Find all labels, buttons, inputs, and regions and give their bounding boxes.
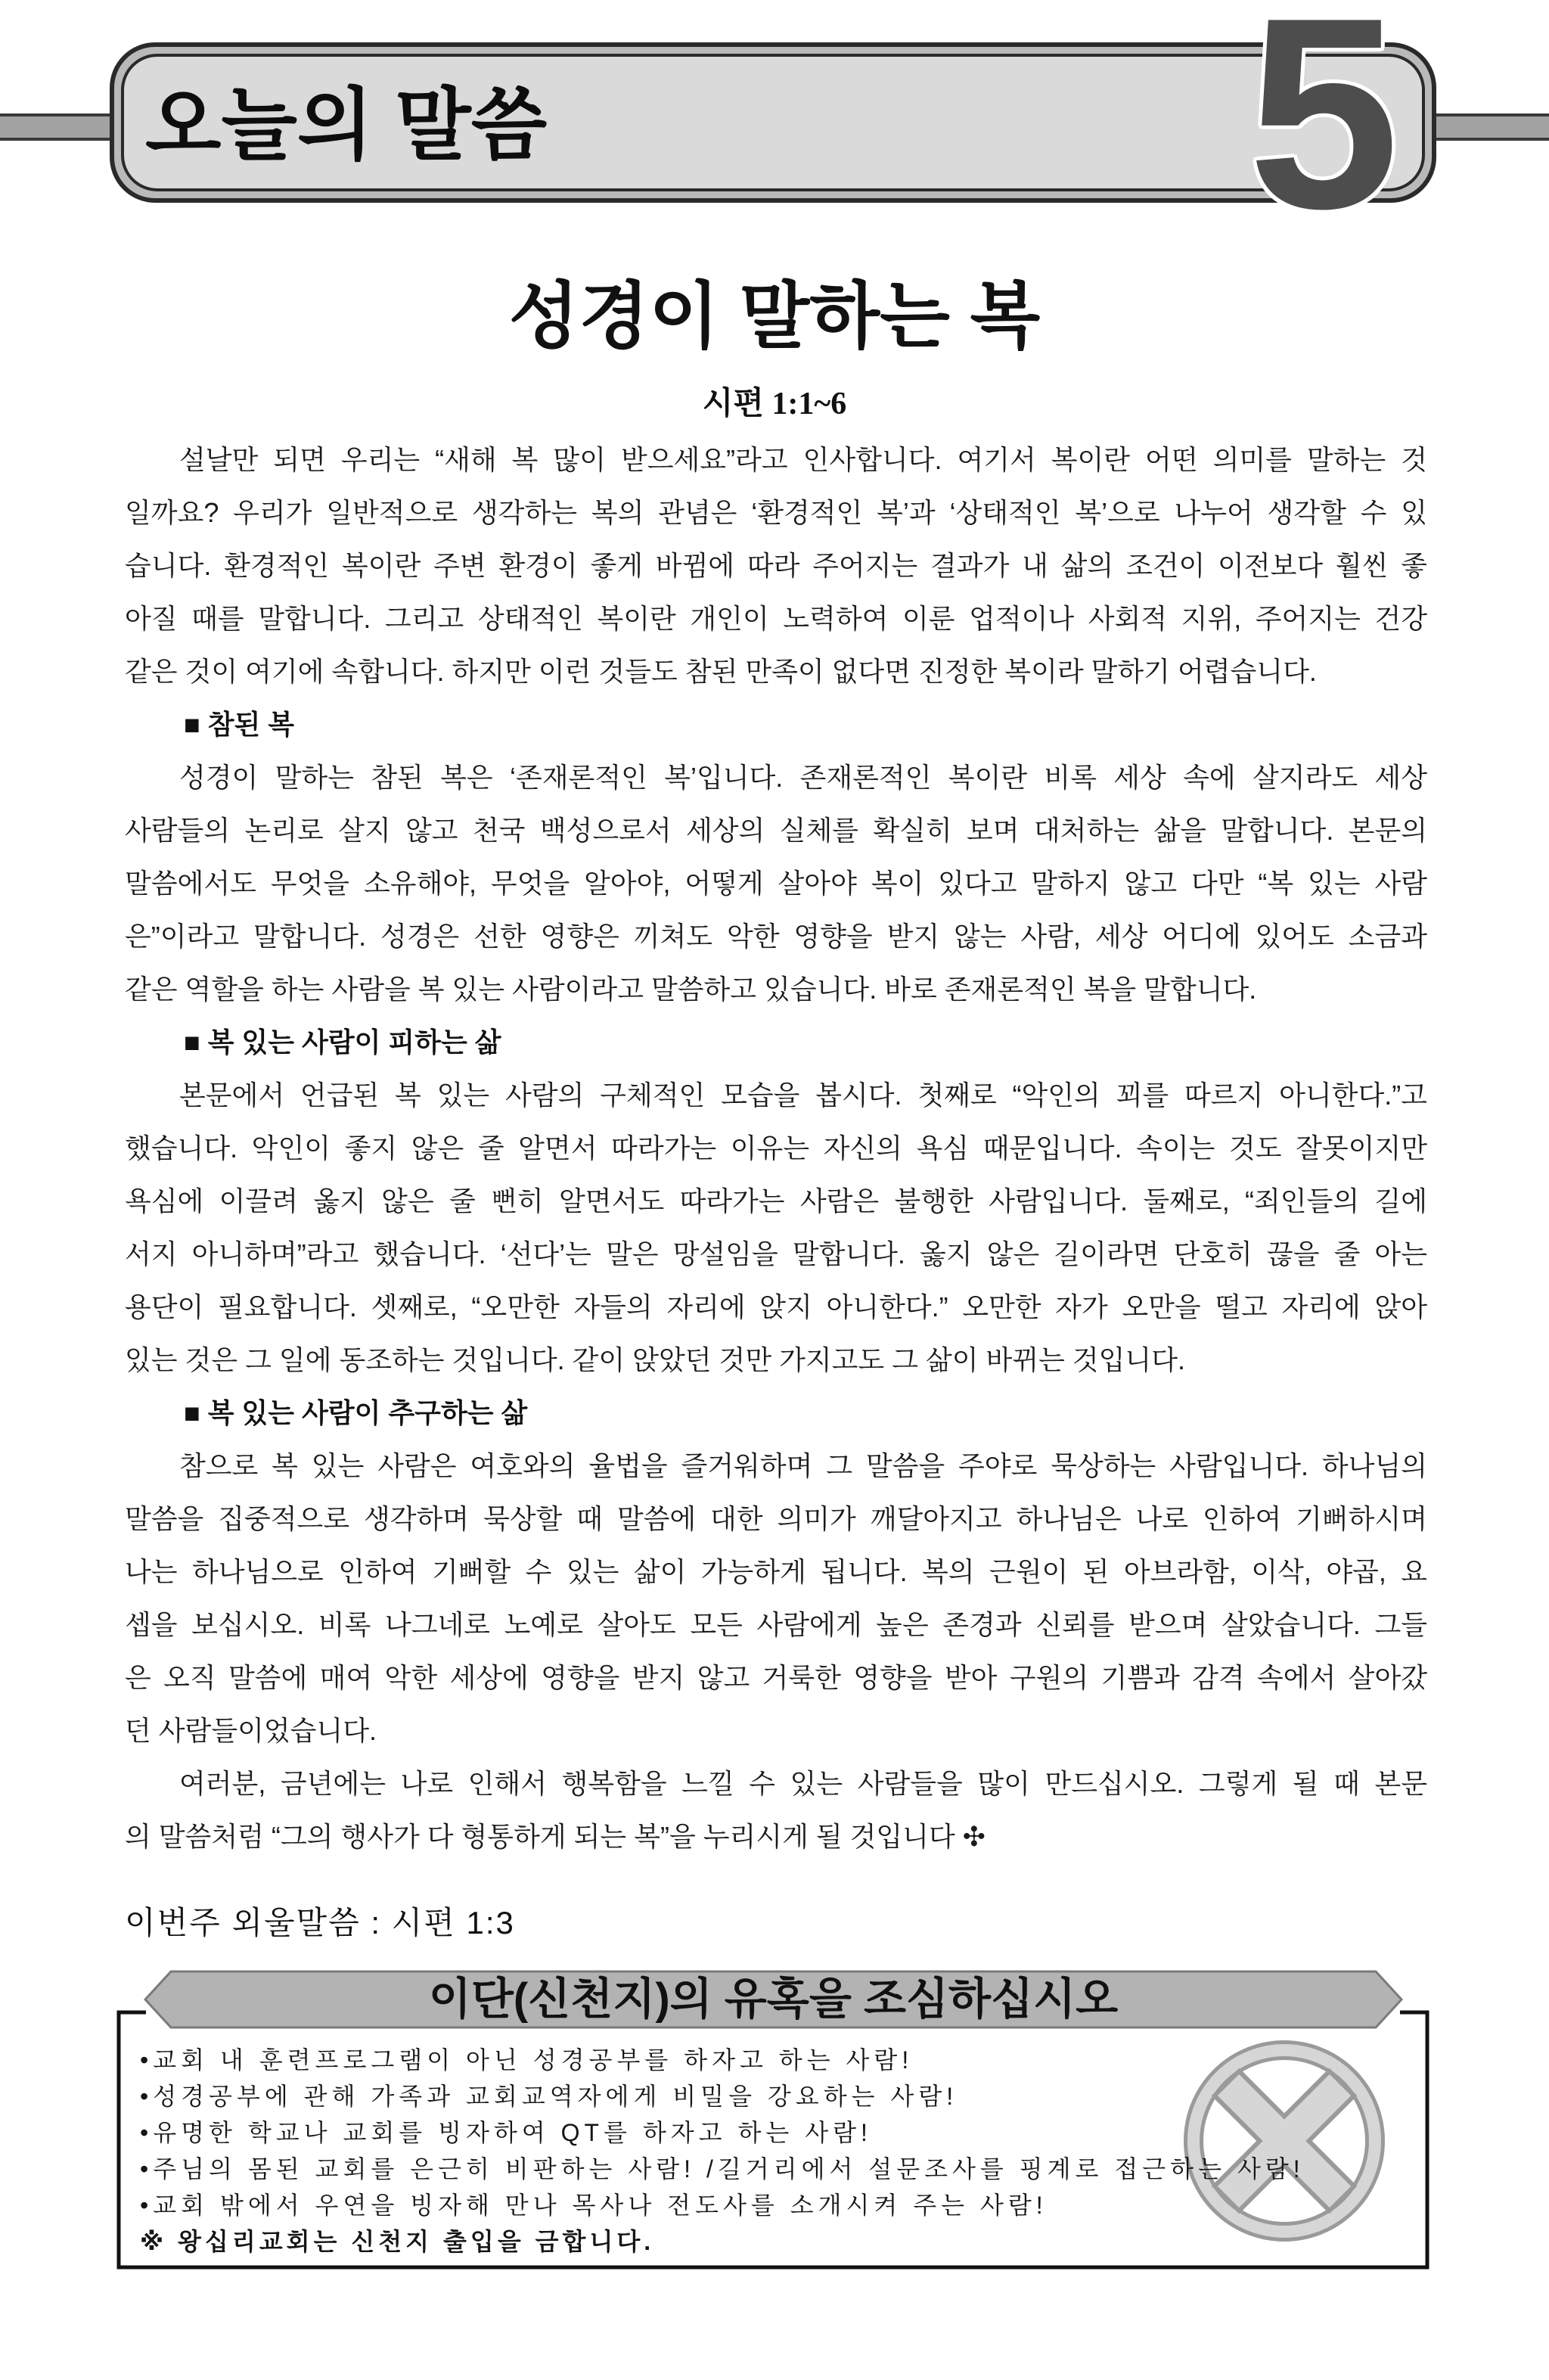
warning-item: •유명한 학교나 교회를 빙자하여 QT를 하자고 하는 사람! <box>140 2119 872 2146</box>
warning-item: •성경공부에 관해 가족과 교회교역자에게 비밀을 강요하는 사람! <box>140 2083 958 2110</box>
header-label: 오늘의 말씀 <box>145 82 548 169</box>
body-line: 본문에서 언급된 복 있는 사람의 구체적인 모습을 봅시다. 첫째로 “악인의 꾀를 따르지 아니한다.”고 <box>179 1080 1427 1111</box>
section-heading: ■ 복 있는 사람이 추구하는 삶 <box>184 1397 528 1428</box>
warning-item: •주님의 몸된 교회를 은근히 비판하는 사람! /길거리에서 설문조사를 핑계로 접근하는 사람! <box>140 2155 1305 2183</box>
body-line: 사람들의 논리로 살지 않고 천국 백성으로서 세상의 실체를 확실히 보며 대처하는 삶을 말합니다. 본문의 <box>125 815 1427 846</box>
body-line: 서지 아니하며”라고 했습니다. ‘선다’는 말은 망설임을 말합니다. 옳지 않은 길이라면 단호히 끊을 줄 아는 <box>125 1238 1427 1269</box>
body-line: 말씀에서도 무엇을 소유해야, 무엇을 알아야, 어떻게 살아야 복이 있다고 말하지 않고 다만 “복 있는 사람 <box>125 868 1427 899</box>
body-line: 욕심에 이끌려 옳지 않은 줄 뻔히 알면서도 따라가는 사람은 불행한 사람입니다. 둘째로, “죄인들의 길에 <box>125 1185 1427 1216</box>
warning-item: •교회 밖에서 우연을 빙자해 만나 목사나 전도사를 소개시켜 주는 사람! <box>140 2192 1048 2219</box>
body-line: 있는 것은 그 일에 동조하는 것입니다. 같이 앉았던 것만 가지고도 그 삶이 바뀌는 것입니다. <box>125 1344 1185 1375</box>
section-heading: ■ 참된 복 <box>184 709 295 740</box>
warning-notice: ※ 왕십리교회는 신천지 출입을 금합니다. <box>140 2228 655 2255</box>
body-line: 같은 것이 여기에 속합니다. 하지만 이런 것들도 참된 만족이 없다면 진정한 복이라 말하기 어렵습니다. <box>125 656 1317 687</box>
body-line: 했습니다. 악인이 좋지 않은 줄 알면서 따라가는 이유는 자신의 욕심 때문입니다. 속이는 것도 잘못이지만 <box>125 1133 1427 1164</box>
sermon-title: 성경이 말하는 복 <box>508 276 1041 357</box>
body-line: 은”이라고 말합니다. 성경은 선한 영향은 끼쳐도 악한 영향을 받지 않는 사람, 세상 어디에 있어도 소금과 <box>125 921 1427 952</box>
body-line: 은 오직 말씀에 매여 악한 세상에 영향을 받지 않고 거룩한 영향을 받아 구원의 기쁨과 감격 속에서 살아갔 <box>125 1662 1427 1693</box>
warning-list <box>140 2042 1418 2260</box>
body-line: 참으로 복 있는 사람은 여호와의 율법을 즐거워하며 그 말씀을 주야로 묵상하는 사람입니다. 하나님의 <box>179 1450 1427 1481</box>
scripture-reference: 시편 1:1~6 <box>702 387 847 421</box>
body-line: 용단이 필요합니다. 셋째로, “오만한 자들의 자리에 앉지 아니한다.” 오만한 자가 오만을 떨고 자리에 앉아 <box>125 1291 1427 1322</box>
body-line: 셉을 보십시오. 비록 나그네로 노예로 살아도 모든 사람에게 높은 존경과 신뢰를 받으며 살았습니다. 그들 <box>125 1609 1427 1640</box>
body-line: 의 말씀처럼 “그의 행사가 다 형통하게 되는 복”을 누리시게 될 것입니다 ✣ <box>125 1821 986 1852</box>
body-line: 설날만 되면 우리는 “새해 복 많이 받으세요”라고 인사합니다. 여기서 복이란 어떤 의미를 말하는 것 <box>179 444 1427 475</box>
body-line: 일까요? 우리가 일반적으로 생각하는 복의 관념은 ‘환경적인 복’과 ‘상태적인 복’으로 나누어 생각할 수 있 <box>125 497 1427 528</box>
body-line: 아질 때를 말합니다. 그리고 상태적인 복이란 개인이 노력하여 이룬 업적이나 사회적 지위, 주어지는 건강 <box>125 603 1427 634</box>
sermon-body <box>125 433 1427 1863</box>
body-line: 여러분, 금년에는 나로 인해서 행복함을 느낄 수 있는 사람들을 많이 만드십시오. 그렇게 될 때 본문 <box>179 1768 1427 1799</box>
header-number: 5 <box>1248 0 1400 266</box>
warning-title: 이단(신천지)의 유혹을 조심하십시오 <box>428 1975 1119 2024</box>
memory-verse: 이번주 외울말씀 : 시편 1:3 <box>125 1905 515 1940</box>
body-line: 같은 역할을 하는 사람을 복 있는 사람이라고 말씀하고 있습니다. 바로 존재론적인 복을 말합니다. <box>125 974 1257 1005</box>
body-line: 습니다. 환경적인 복이란 주변 환경이 좋게 바뀜에 따라 주어지는 결과가 내 삶의 조건이 이전보다 훨씬 좋 <box>125 550 1427 581</box>
body-line: 말씀을 집중적으로 생각하며 묵상할 때 말씀에 대한 의미가 깨달아지고 하나님은 나로 인하여 기뻐하시며 <box>125 1503 1427 1534</box>
body-line: 성경이 말하는 참된 복은 ‘존재론적인 복’입니다. 존재론적인 복이란 비록 세상 속에 살지라도 세상 <box>179 762 1427 793</box>
body-line: 던 사람들이었습니다. <box>125 1715 377 1746</box>
warning-item: •교회 내 훈련프로그램이 아닌 성경공부를 하자고 하는 사람! <box>140 2046 914 2074</box>
section-heading: ■ 복 있는 사람이 피하는 삶 <box>184 1027 501 1058</box>
body-line: 나는 하나님으로 인하여 기뻐할 수 있는 삶이 가능하게 됩니다. 복의 근원이 된 아브라함, 이삭, 야곱, 요 <box>125 1556 1427 1587</box>
